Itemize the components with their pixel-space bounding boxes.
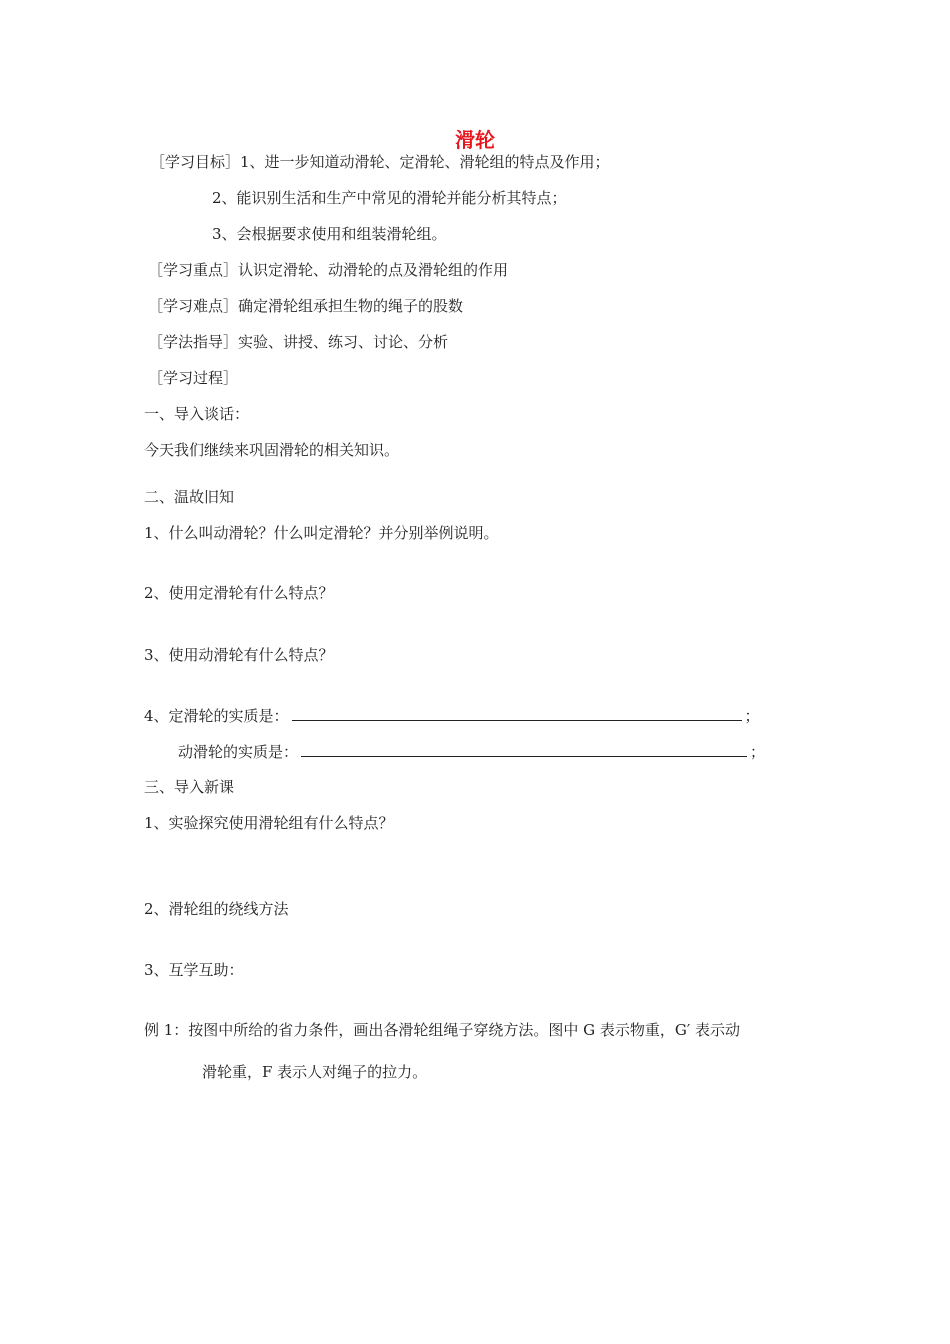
method-text: 实验、讲授、练习、讨论、分析: [238, 333, 449, 351]
section2-question-2: 2、使用定滑轮有什么特点？: [144, 584, 334, 602]
objective-item-1: 1、进一步知道动滑轮、定滑轮、滑轮组的特点及作用；: [240, 153, 610, 171]
method-line: [148, 332, 448, 352]
method-label: ［学法指导］: [148, 333, 239, 351]
section3-question-1: 1、实验探究使用滑轮组有什么特点？: [144, 814, 394, 832]
answer-blank-fixed-pulley[interactable]: [292, 706, 742, 721]
section3-heading: 三、导入新课: [144, 778, 235, 796]
process-label: ［学习过程］: [148, 369, 239, 387]
objective-item-2: 2、能识别生活和生产中常见的滑轮并能分析其特点；: [212, 189, 567, 207]
key-points-label: ［学习重点］: [148, 261, 239, 279]
difficulty-line: [148, 296, 463, 316]
section2-question-4b: [178, 742, 765, 762]
section2-question-4a: [144, 706, 760, 726]
section2-question-3: 3、使用动滑轮有什么特点？: [144, 646, 334, 664]
page-title: 滑轮: [455, 128, 495, 152]
section1-heading: 一、导入谈话：: [144, 405, 250, 423]
question-4b-end-mark: ；: [750, 743, 766, 761]
objectives-label: ［学习目标］: [150, 153, 241, 171]
difficulty-text: 确定滑轮组承担生物的绳子的股数: [238, 297, 464, 315]
question-4a-label: 4、定滑轮的实质是：: [144, 707, 289, 725]
key-points-line: [148, 260, 508, 280]
question-4a-end-mark: ；: [744, 707, 760, 725]
section1-text: 今天我们继续来巩固滑轮的相关知识。: [144, 441, 400, 459]
example-1-line-1: 例 1：按图中所给的省力条件，画出各滑轮组绳子穿绕方法。图中 G 表示物重，G′ 表示动: [144, 1021, 740, 1039]
difficulty-label: ［学习难点］: [148, 297, 239, 315]
key-points-text: 认识定滑轮、动滑轮的点及滑轮组的作用: [238, 261, 509, 279]
section3-question-2: 2、滑轮组的绕线方法: [144, 900, 289, 918]
objectives-line-1: [150, 152, 610, 172]
answer-blank-movable-pulley[interactable]: [301, 742, 747, 757]
example-1-line-2: 滑轮重，F 表示人对绳子的拉力。: [202, 1063, 428, 1081]
objective-item-3: 3、会根据要求使用和组装滑轮组。: [212, 225, 447, 243]
section2-question-1: 1、什么叫动滑轮？什么叫定滑轮？并分别举例说明。: [144, 524, 499, 542]
question-4b-label: 动滑轮的实质是：: [178, 743, 299, 761]
section2-heading: 二、温故旧知: [144, 488, 235, 506]
section3-question-3: 3、互学互助：: [144, 961, 244, 979]
